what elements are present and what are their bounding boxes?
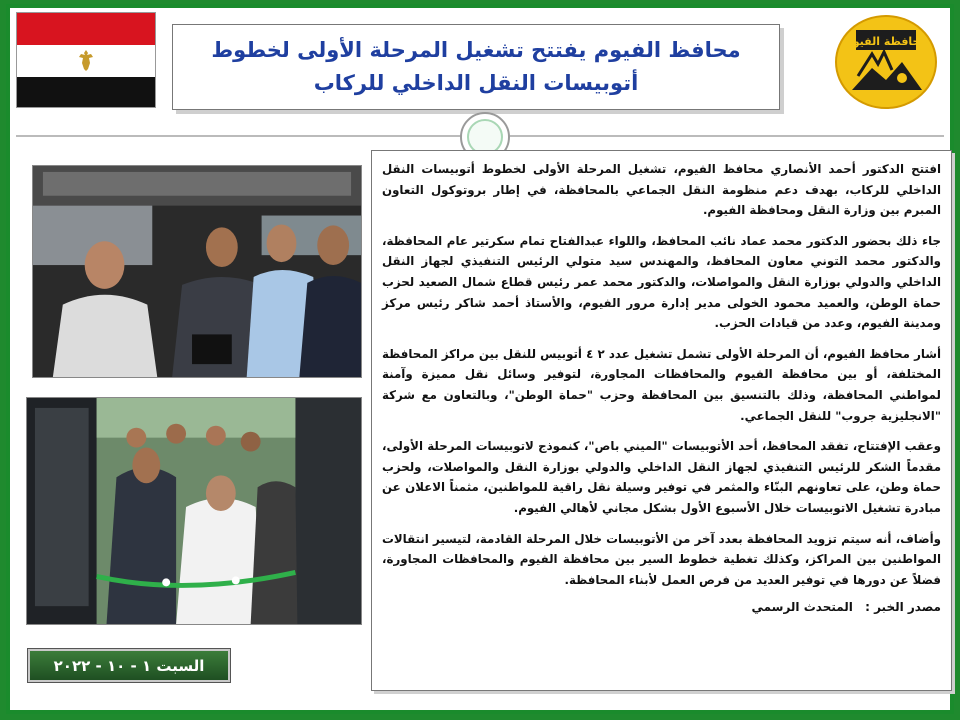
flag-black-stripe bbox=[17, 77, 155, 108]
article-body bbox=[371, 150, 952, 691]
headline: محافظ الفيوم يفتتح تشغيل المرحلة الأولى لخطوط أتوبيسات النقل الداخلي للركاب bbox=[211, 38, 741, 95]
article-paragraph-5: وأضاف، أنه سيتم تزويد المحافظة بعدد آخر من الأتوبيسات خلال المرحلة القادمة، لتيسير انتقالات المواطنين بين المراكز، وكذلك تغطية خطوط السير بين محافظة الفيوم والمحافظات المجاورة، فضلاً عن دورها في توفير العديد من فرص العمل لأبناء المحافظة. bbox=[382, 531, 941, 587]
flag-white-stripe bbox=[17, 45, 155, 77]
egypt-flag bbox=[16, 12, 156, 108]
bus-interior-photo bbox=[33, 166, 361, 377]
date-badge: السبت ١ - ١٠ - ٢٠٢٢ bbox=[28, 649, 230, 682]
logo-text: محافظة الفيوم bbox=[844, 35, 928, 48]
article-paragraph-4: وعقب الإفتتاح، تفقد المحافظ، أحد الأتوبيسات "الميني باص"، كنموذج لاتوبيسات المرحلة الأولى، مقدماً الشكر للرئيس التنفيذي لجهاز النقل الداخلي والدولي بوزارة النقل والمواصلات، ولحزب حماة وطن، على تعاونهم البنّاء والمثمر في توفير وسيلة نقل راقية للمواطنين، مثمناً الاعلان عن مبادرة تشغيل الاتوبيسات خلال الأسبوع الأول بشكل مجاني لأهالي الفيوم. bbox=[382, 439, 941, 515]
source-label: مصدر الخبر : bbox=[865, 600, 941, 615]
eagle-icon bbox=[77, 49, 95, 73]
page-frame bbox=[6, 4, 954, 714]
flag-red-stripe bbox=[17, 13, 155, 45]
article-paragraph-1: افتتح الدكتور أحمد الأنصاري محافظ الفيوم، تشغيل المرحلة الأولى لخطوط أتوبيسات النقل الداخلي للركاب، بهدف دعم منظومة النقل الجماعي بالمحافظة، في إطار بروتوكول التعاون المبرم بين وزارة النقل ومحافظة الفيوم. bbox=[382, 162, 941, 218]
article-paragraph-3: أشار محافظ الفيوم، أن المرحلة الأولى تشمل تشغيل عدد ٢ ٤ أتوبيس للنقل بين مراكز المحافظة المختلفة، أو بين محافظة الفيوم والمحافظات المجاورة، لتوفير وسائل نقل مميزة وآمنة لمواطني المحافظة، وذلك بالتنسيق بين المحافظة وحزب "حماة الوطن"، وبالتعاون مع شركة "الانجليزية جروب" للنقل الجماعي. bbox=[382, 346, 941, 423]
photo-ribbon-cutting bbox=[26, 397, 362, 625]
article-paragraph-2: جاء ذلك بحضور الدكتور محمد عماد نائب المحافظ، واللواء عبدالفتاح تمام سكرتير عام المحافظة، والدكتور محمد التوني معاون المحافظ، والمهندس سيد متولي الرئيس التنفيذي لجهاز النقل الداخلي والدولي بوزارة النقل والمواصلات، والدكتور محمد عمر رئيس قطاع شمال الصعيد لحزب حماة الوطن، والعميد محمود الخولى مدير إدارة مرور الفيوم، والأستاذ أحمد شاكر رئيس مركز ومدينة الفيوم، وعدد من قيادات الحزب. bbox=[382, 233, 941, 331]
governorate-logo-icon bbox=[832, 12, 940, 110]
ribbon-cutting-photo bbox=[27, 398, 361, 624]
fayoum-logo bbox=[832, 12, 940, 110]
source-value: المتحدث الرسمي bbox=[751, 600, 853, 615]
photo-inside-bus bbox=[32, 165, 362, 378]
article-source bbox=[382, 600, 941, 614]
headline-box bbox=[172, 24, 780, 110]
